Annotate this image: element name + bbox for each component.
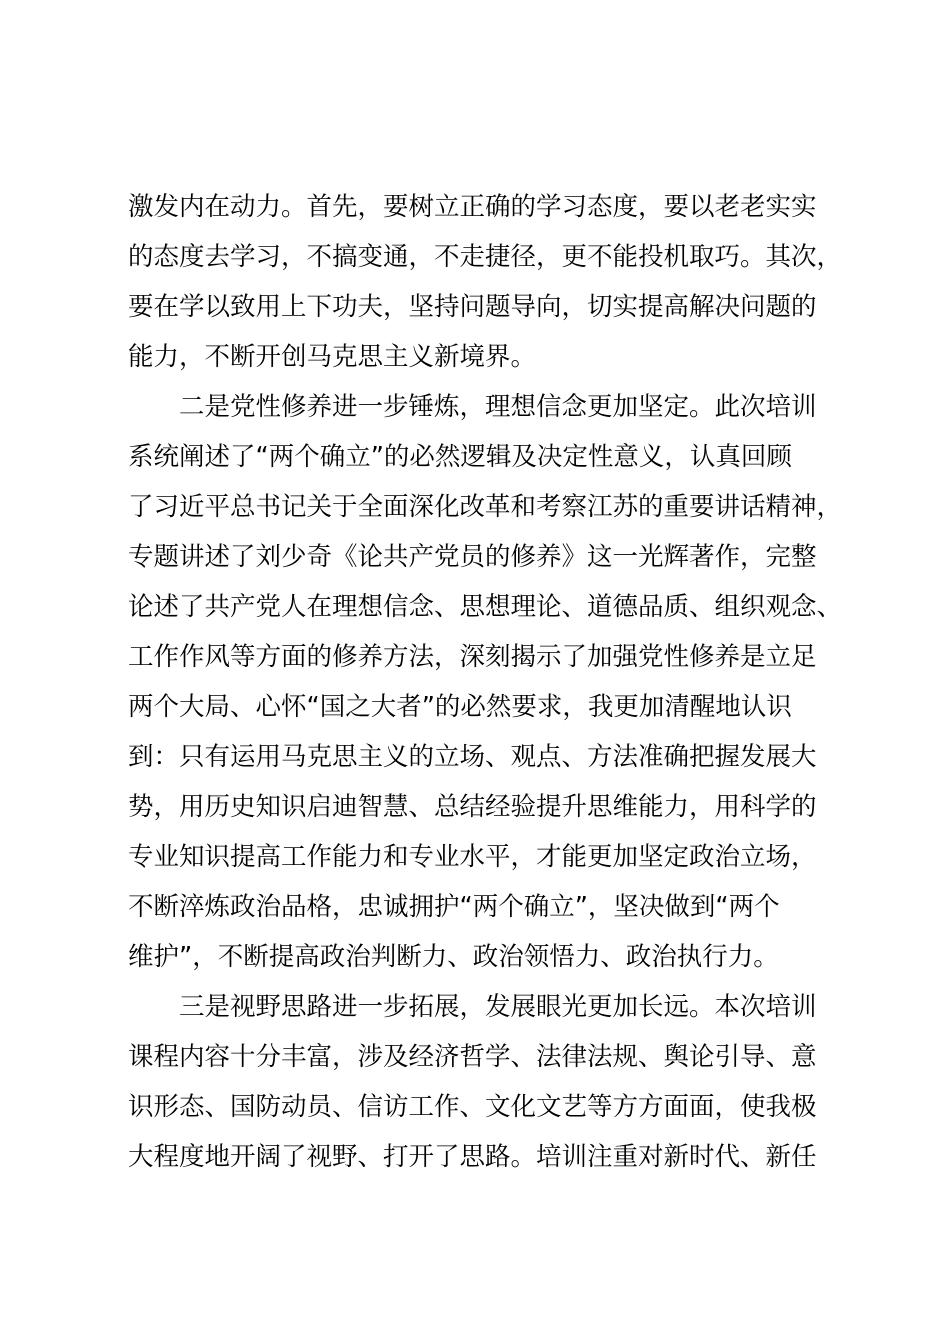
text-line: 识形态、国防动员、信访工作、文化文艺等方方面面，使我极 [128,1092,817,1122]
text-line: 维护”，不断提高政治判断力、政治领悟力、政治执行力。 [128,942,779,972]
paragraph-start-line: 三是视野思路进一步拓展，发展眼光更加长远。本次培训 [179,992,817,1022]
text-line: 两个大局、心怀“国之大者”的必然要求，我更加清醒地认识 [128,692,792,722]
text-line: 论述了共产党人在理想信念、思想理论、道德品质、组织观念、 [128,592,843,622]
body-text [128,182,843,1182]
text-line: 激发内在动力。首先，要树立正确的学习态度，要以老老实实 [128,192,817,222]
text-line: 工作作风等方面的修养方法，深刻揭示了加强党性修养是立足 [128,642,817,672]
text-line: 专业知识提高工作能力和专业水平，才能更加坚定政治立场， [128,842,817,872]
text-line: 专题讲述了刘少奇《论共产党员的修养》这一光辉著作，完整 [128,542,817,572]
text-line: 势，用历史知识启迪智慧、总结经验提升思维能力，用科学的 [128,792,817,822]
text-line: 系统阐述了“两个确立”的必然逻辑及决定性意义，认真回顾 [128,442,792,472]
text-line: 大程度地开阔了视野、打开了思路。培训注重对新时代、新任 [128,1142,817,1172]
text-line: 不断淬炼政治品格，忠诚拥护“两个确立”，坚决做到“两个 [128,892,780,922]
text-line: 要在学以致用上下功夫，坚持问题导向，切实提高解决问题的 [128,292,817,322]
text-line: 的态度去学习，不搞变通，不走捷径，更不能投机取巧。其次， [128,242,843,272]
text-line: 课程内容十分丰富，涉及经济哲学、法律法规、舆论引导、意 [128,1042,817,1072]
paragraph-start-line: 二是党性修养进一步锤炼，理想信念更加坚定。此次培训 [179,392,817,422]
text-line: 能力，不断开创马克思主义新境界。 [128,342,537,372]
text-line: 到：只有运用马克思主义的立场、观点、方法准确把握发展大 [128,742,817,772]
text-line: 了习近平总书记关于全面深化改革和考察江苏的重要讲话精神， [128,492,843,522]
